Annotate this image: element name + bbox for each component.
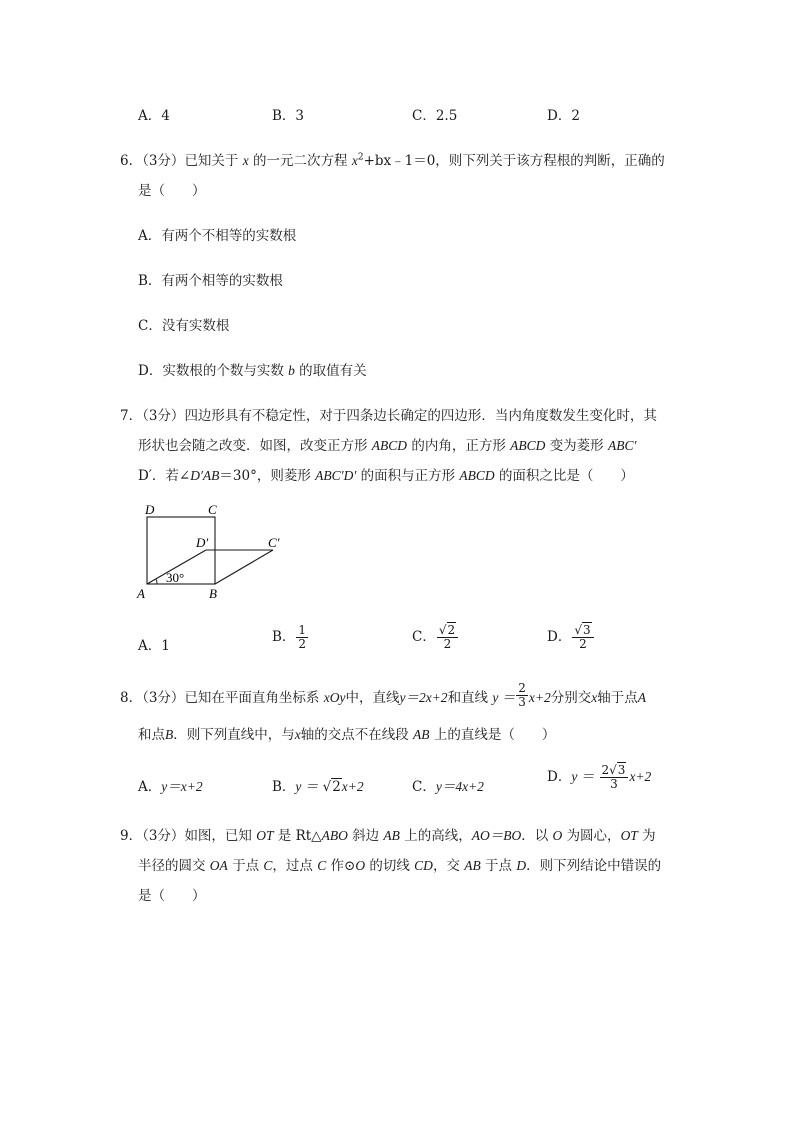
q7-score: （3分） bbox=[142, 408, 185, 424]
q8-xoy: xOy bbox=[323, 690, 346, 705]
q8-text: 已知在平面直角坐标系 bbox=[184, 690, 320, 706]
q6-stem-line1 bbox=[120, 149, 665, 169]
q7-abcd: ABCD bbox=[371, 438, 408, 453]
q6-equation: +bx﹣1＝0，则下列关于该方程根的判断，正确的 bbox=[363, 153, 665, 169]
angle-label: 30° bbox=[166, 570, 185, 585]
label-a: A bbox=[137, 586, 145, 601]
q7-number: 7． bbox=[120, 408, 143, 424]
q9-point-c: C bbox=[263, 858, 273, 873]
q9-ab: AB bbox=[383, 828, 400, 843]
q7-text: 形状也会随之改变．如图，改变正方形 bbox=[138, 438, 368, 454]
q8-option-d-letter: D． bbox=[547, 769, 572, 785]
q7-stem-line1 bbox=[120, 404, 657, 424]
q6-option-d-text: D．实数根的个数与实数 bbox=[138, 363, 284, 379]
q5-option-b: B．3 bbox=[272, 108, 305, 124]
q7-option-b-fraction bbox=[296, 624, 308, 651]
q9-text: ．以 bbox=[521, 828, 549, 844]
q6-var-b: b bbox=[288, 363, 295, 378]
q6-text: 已知关于 bbox=[184, 153, 239, 169]
q7-abcd: ABCD bbox=[459, 468, 495, 483]
q8-stem-line2 bbox=[138, 723, 555, 743]
q6-number: 6． bbox=[120, 153, 143, 169]
q8-option-a-letter: A． bbox=[138, 779, 162, 795]
sqrt-symbol: √3 bbox=[609, 763, 626, 777]
q9-number: 9． bbox=[120, 828, 143, 844]
denominator: 3 bbox=[518, 695, 526, 709]
q7-stem-line2 bbox=[138, 434, 636, 454]
q6-eq-x: x bbox=[351, 153, 358, 168]
q8-text: 上的直线是（ ） bbox=[433, 727, 556, 743]
label-b: B bbox=[209, 586, 217, 601]
q7-text: 四边形具有不稳定性，对于四条边长确定的四边形．当内角度数发生变化时，其 bbox=[184, 408, 657, 424]
q8-line1-eq: y＝2x+2 bbox=[399, 690, 448, 705]
q7-text: ＝30°，则菱形 bbox=[219, 468, 311, 484]
q5-option-a: A．4 bbox=[138, 108, 170, 124]
q6-eq-exponent: 2 bbox=[357, 152, 364, 163]
q8-option-b-letter: B． bbox=[272, 779, 296, 795]
q7-option-c bbox=[412, 624, 459, 651]
q9-ot: OT bbox=[256, 828, 274, 843]
q6-var-x: x bbox=[242, 153, 249, 168]
q6-score: （3分） bbox=[142, 153, 185, 169]
q9-text: 如图，已知 bbox=[184, 828, 252, 844]
q9-oa: OA bbox=[209, 858, 228, 873]
q7-figure bbox=[135, 500, 305, 605]
q9-text: ．则下列结论中错误的 bbox=[526, 858, 662, 874]
q9-ot: OT bbox=[620, 828, 638, 843]
sqrt-symbol: √2 bbox=[438, 623, 456, 637]
q8-var-x: x bbox=[591, 690, 598, 705]
q6-text: 的一元二次方程 bbox=[253, 153, 348, 169]
q9-text: 于点 bbox=[232, 858, 260, 874]
q8-option-d bbox=[547, 764, 651, 791]
q8-option-c-eq: y＝4x+2 bbox=[435, 779, 484, 794]
q7-option-b bbox=[272, 624, 309, 651]
q7-stem-line3 bbox=[138, 464, 634, 484]
q6-option-d-text: 的取值有关 bbox=[299, 363, 367, 379]
q9-stem-line2 bbox=[138, 854, 661, 874]
q7-angle: D′AB bbox=[190, 468, 220, 483]
q7-abcd: ABCD bbox=[510, 438, 546, 453]
q7-option-d-fraction bbox=[572, 624, 593, 651]
q9-text: 半径的圆交 bbox=[138, 858, 206, 874]
q8-text: 轴的交点不在线段 bbox=[300, 727, 409, 743]
radicand: 2 bbox=[447, 623, 456, 637]
q9-ab: AB bbox=[464, 858, 481, 873]
q9-o: O bbox=[552, 828, 563, 843]
q7-option-d bbox=[547, 624, 595, 651]
q8-option-d-y: y ＝ bbox=[571, 769, 595, 784]
q5-option-c: C．2.5 bbox=[412, 108, 458, 124]
q8-option-b bbox=[272, 775, 364, 795]
q5-option-d: D．2 bbox=[547, 108, 580, 124]
sqrt-symbol: √3 bbox=[574, 623, 591, 637]
q7-text: 的面积与正方形 bbox=[360, 468, 456, 484]
q7-option-a: A．1 bbox=[138, 638, 170, 654]
q9-point-d: D bbox=[516, 858, 527, 873]
q7-text: 的内角，正方形 bbox=[411, 438, 506, 454]
q8-option-d-eq: x+2 bbox=[629, 769, 652, 784]
q7-option-b-letter: B． bbox=[272, 629, 296, 645]
label-d: D bbox=[145, 502, 155, 517]
q8-option-d-fraction bbox=[600, 764, 629, 791]
q9-point-c: C bbox=[317, 858, 327, 873]
q8-option-a bbox=[138, 775, 203, 795]
q7-option-d-letter: D． bbox=[547, 629, 572, 645]
q8-point-a: A bbox=[637, 690, 646, 705]
q7-option-c-letter: C． bbox=[412, 629, 436, 645]
denominator: 2 bbox=[579, 637, 587, 651]
q9-text: 是 bbox=[277, 828, 292, 844]
q9-cd: CD bbox=[414, 858, 433, 873]
q8-option-c-letter: C． bbox=[412, 779, 436, 795]
q6-option-c: C．没有实数根 bbox=[138, 318, 230, 334]
numerator bbox=[572, 624, 593, 638]
q8-option-b-eq: x+2 bbox=[341, 779, 364, 794]
q9-text: 的切线 bbox=[369, 858, 410, 874]
q9-text: 为圆心， bbox=[566, 828, 621, 844]
q7-rhombus: ABC′D′ bbox=[315, 468, 357, 483]
q8-text: 中，直线 bbox=[345, 690, 400, 706]
q7-option-c-fraction bbox=[437, 624, 458, 651]
q7-text: D′．若∠ bbox=[138, 468, 191, 484]
label-c: C bbox=[208, 502, 217, 517]
q9-stem-line1 bbox=[120, 824, 656, 844]
q6-option-b: B．有两个相等的实数根 bbox=[138, 273, 283, 289]
q6-option-d bbox=[138, 359, 367, 379]
numerator: 2 bbox=[518, 681, 526, 695]
radicand: 3 bbox=[582, 623, 591, 637]
q9-abo: ABO bbox=[321, 828, 348, 843]
q9-score: （3分） bbox=[142, 828, 185, 844]
q8-text: ．则下列直线中，与 bbox=[173, 727, 295, 743]
q8-text: 和直线 bbox=[447, 690, 489, 706]
q9-text: 斜边 bbox=[352, 828, 380, 844]
q8-line2-eq: x+2 bbox=[528, 690, 551, 705]
denominator: 2 bbox=[443, 637, 452, 651]
denominator: 3 bbox=[610, 777, 618, 791]
q9-rt: Rt△ bbox=[295, 828, 322, 844]
q8-point-b: B bbox=[165, 727, 174, 742]
q8-option-a-eq: y＝x+2 bbox=[161, 779, 203, 794]
numerator: 1 bbox=[298, 623, 307, 637]
q8-stem-line1 bbox=[120, 682, 646, 709]
q8-option-c bbox=[412, 775, 484, 795]
q8-text: 轴于点 bbox=[597, 690, 638, 706]
q8-option-b-y: y ＝ bbox=[295, 779, 319, 794]
label-c-prime: C′ bbox=[268, 535, 280, 550]
sqrt-symbol: √2 bbox=[322, 779, 341, 795]
q9-text: 上的高线， bbox=[404, 828, 472, 844]
q9-text: 作⊙ bbox=[330, 858, 356, 874]
q9-text: 于点 bbox=[485, 858, 513, 874]
q8-line2-fraction bbox=[516, 682, 528, 709]
q8-number: 8． bbox=[120, 690, 143, 706]
numerator bbox=[437, 624, 458, 638]
q9-o: O bbox=[355, 858, 366, 873]
angle-arc bbox=[156, 579, 157, 584]
q9-text: ，过点 bbox=[272, 858, 313, 874]
rhombus-side-cb bbox=[215, 550, 273, 584]
q6-stem-line2: 是（ ） bbox=[138, 183, 206, 199]
numerator bbox=[600, 764, 629, 778]
q7-text: 的面积之比是（ ） bbox=[498, 468, 634, 484]
q8-score: （3分） bbox=[142, 690, 185, 706]
q9-text: ，交 bbox=[432, 858, 460, 874]
q9-text: 为 bbox=[642, 828, 656, 844]
q8-text: 和点 bbox=[138, 727, 165, 743]
coefficient: 2 bbox=[601, 763, 610, 777]
q8-text: 分别交 bbox=[550, 690, 592, 706]
q8-var-x: x bbox=[294, 727, 301, 742]
denominator: 2 bbox=[298, 637, 307, 651]
q8-line2-y: y ＝ bbox=[492, 690, 516, 705]
radicand: 3 bbox=[617, 763, 626, 777]
q9-ao-eq-bo: AO＝BO bbox=[471, 828, 522, 843]
q6-option-a: A．有两个不相等的实数根 bbox=[138, 228, 297, 244]
radicand: 2 bbox=[332, 779, 341, 795]
q9-stem-line3: 是（ ） bbox=[138, 888, 206, 904]
q7-rhombus: ABC′ bbox=[607, 438, 637, 453]
q7-text: 变为菱形 bbox=[549, 438, 604, 454]
label-d-prime: D′ bbox=[196, 535, 209, 550]
q8-segment-ab: AB bbox=[413, 727, 430, 742]
